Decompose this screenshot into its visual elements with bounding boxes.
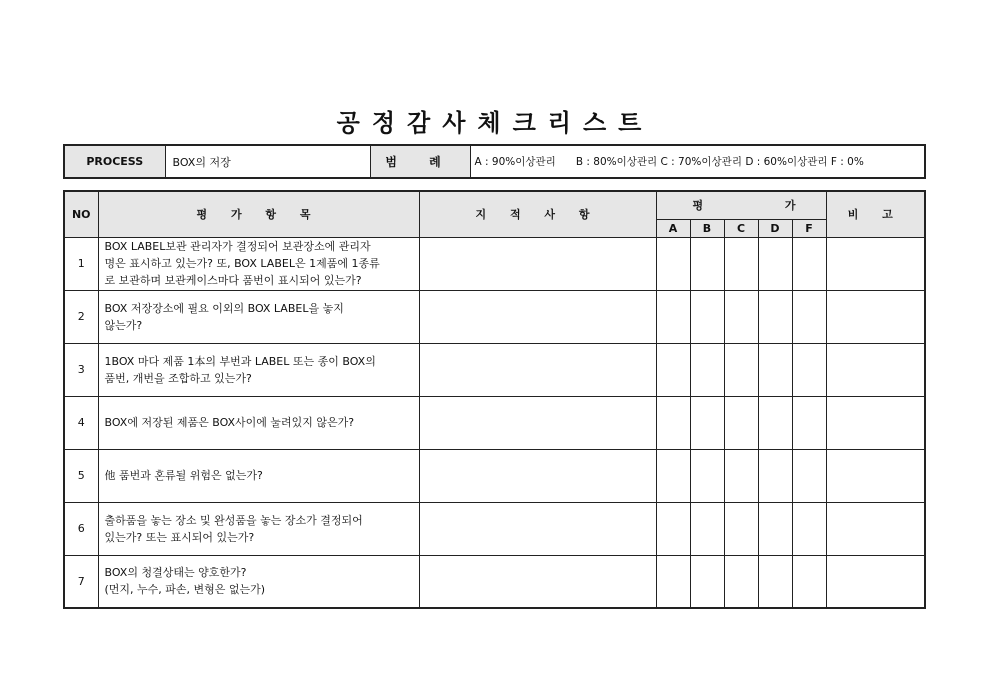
row-number: 6	[64, 502, 98, 555]
grade-b: B	[690, 219, 724, 237]
table-row	[64, 237, 925, 290]
row-number: 2	[64, 290, 98, 343]
evaluation-item	[98, 396, 419, 449]
legend-b: B : 80%이상관리	[575, 156, 658, 168]
legend-d: D : 60%이상관리	[745, 156, 828, 168]
item-line: BOX LABEL보관 관리자가 결정되어 보관장소에 관리자	[104, 240, 371, 253]
remark-cell[interactable]	[419, 237, 656, 290]
legend	[470, 145, 925, 178]
process-value: BOX의 저장	[165, 145, 370, 178]
evaluation-item	[98, 290, 419, 343]
grade-cell-a[interactable]	[656, 449, 690, 502]
grade-cell-b[interactable]	[690, 502, 724, 555]
grade-cell-a[interactable]	[656, 396, 690, 449]
note-cell[interactable]	[826, 290, 925, 343]
col-eval-right: 가	[784, 199, 796, 213]
grade-cell-b[interactable]	[690, 449, 724, 502]
item-line: 않는가?	[104, 318, 143, 332]
col-item: 평 가 항 목	[98, 191, 419, 237]
grade-a: A	[656, 219, 690, 237]
row-number: 3	[64, 343, 98, 396]
item-line: BOX의 청결상태는 양호한가?	[104, 566, 247, 580]
checklist-rows	[64, 237, 925, 608]
item-line: 품번, 개번을 조합하고 있는가?	[104, 371, 252, 385]
grade-cell-f[interactable]	[792, 502, 826, 555]
checklist-table	[63, 190, 926, 609]
item-line: 他 품번과 혼류될 위험은 없는가?	[104, 469, 263, 482]
col-note: 비 고	[826, 191, 925, 237]
grade-cell-b[interactable]	[690, 343, 724, 396]
legend-f: F : 0%	[830, 156, 864, 168]
table-row	[64, 343, 925, 396]
grade-f: F	[792, 219, 826, 237]
grade-cell-d[interactable]	[758, 555, 792, 608]
note-cell[interactable]	[826, 343, 925, 396]
remark-cell[interactable]	[419, 502, 656, 555]
grade-c: C	[724, 219, 758, 237]
note-cell[interactable]	[826, 502, 925, 555]
grade-cell-a[interactable]	[656, 555, 690, 608]
col-eval-left: 평	[692, 199, 704, 213]
note-cell[interactable]	[826, 396, 925, 449]
grade-cell-f[interactable]	[792, 555, 826, 608]
row-number: 4	[64, 396, 98, 449]
grade-cell-f[interactable]	[792, 449, 826, 502]
evaluation-item	[98, 449, 419, 502]
legend-a: A : 90%이상관리	[474, 156, 556, 168]
grade-cell-d[interactable]	[758, 290, 792, 343]
process-header-table	[63, 144, 926, 179]
evaluation-item	[98, 502, 419, 555]
grade-cell-f[interactable]	[792, 237, 826, 290]
evaluation-item	[98, 237, 419, 290]
grade-cell-d[interactable]	[758, 449, 792, 502]
grade-cell-f[interactable]	[792, 290, 826, 343]
grade-cell-c[interactable]	[724, 502, 758, 555]
grade-cell-c[interactable]	[724, 237, 758, 290]
note-cell[interactable]	[826, 555, 925, 608]
grade-cell-d[interactable]	[758, 237, 792, 290]
grade-cell-a[interactable]	[656, 343, 690, 396]
col-eval	[656, 191, 826, 219]
grade-cell-a[interactable]	[656, 237, 690, 290]
remark-cell[interactable]	[419, 555, 656, 608]
remark-cell[interactable]	[419, 290, 656, 343]
col-no: NO	[64, 191, 98, 237]
grade-cell-a[interactable]	[656, 290, 690, 343]
table-row	[64, 555, 925, 608]
page-title: 공정감사체크리스트	[336, 109, 654, 137]
item-line: BOX 저장장소에 필요 이외의 BOX LABEL을 놓지	[104, 301, 344, 315]
row-number: 1	[64, 237, 98, 290]
item-line: 출하품을 놓는 장소 및 완성품을 놓는 장소가 결정되어	[104, 513, 363, 527]
item-line: 1BOX 마다 제품 1本의 부번과 LABEL 또는 종이 BOX의	[104, 354, 376, 368]
remark-cell[interactable]	[419, 449, 656, 502]
grade-cell-f[interactable]	[792, 396, 826, 449]
remark-cell[interactable]	[419, 343, 656, 396]
item-line: 명은 표시하고 있는가? 또, BOX LABEL은 1제품에 1종류	[104, 257, 380, 270]
grade-cell-b[interactable]	[690, 290, 724, 343]
grade-cell-c[interactable]	[724, 290, 758, 343]
grade-cell-f[interactable]	[792, 343, 826, 396]
row-number: 7	[64, 555, 98, 608]
process-label: PROCESS	[64, 145, 165, 178]
col-remark: 지 적 사 항	[419, 191, 656, 237]
legend-label: 범 례	[370, 145, 470, 178]
grade-d: D	[758, 219, 792, 237]
grade-cell-a[interactable]	[656, 502, 690, 555]
table-row	[64, 396, 925, 449]
grade-cell-b[interactable]	[690, 396, 724, 449]
grade-cell-c[interactable]	[724, 555, 758, 608]
item-line: 있는가? 또는 표시되어 있는가?	[104, 530, 255, 544]
table-row	[64, 290, 925, 343]
item-line: (먼지, 누수, 파손, 변형은 없는가)	[104, 583, 266, 597]
grade-cell-c[interactable]	[724, 396, 758, 449]
grade-cell-d[interactable]	[758, 343, 792, 396]
evaluation-item	[98, 555, 419, 608]
remark-cell[interactable]	[419, 396, 656, 449]
grade-cell-d[interactable]	[758, 502, 792, 555]
grade-cell-b[interactable]	[690, 555, 724, 608]
note-cell[interactable]	[826, 449, 925, 502]
table-row	[64, 502, 925, 555]
grade-cell-c[interactable]	[724, 343, 758, 396]
evaluation-item	[98, 343, 419, 396]
item-line: 로 보관하며 보관케이스마다 품번이 표시되어 있는가?	[104, 274, 362, 287]
note-cell[interactable]	[826, 237, 925, 290]
grade-cell-c[interactable]	[724, 449, 758, 502]
row-number: 5	[64, 449, 98, 502]
grade-cell-b[interactable]	[690, 237, 724, 290]
legend-c: C : 70%이상관리	[660, 156, 742, 168]
table-row	[64, 449, 925, 502]
grade-cell-d[interactable]	[758, 396, 792, 449]
item-line: BOX에 저장된 제품은 BOX사이에 눌려있지 않은가?	[104, 416, 355, 429]
